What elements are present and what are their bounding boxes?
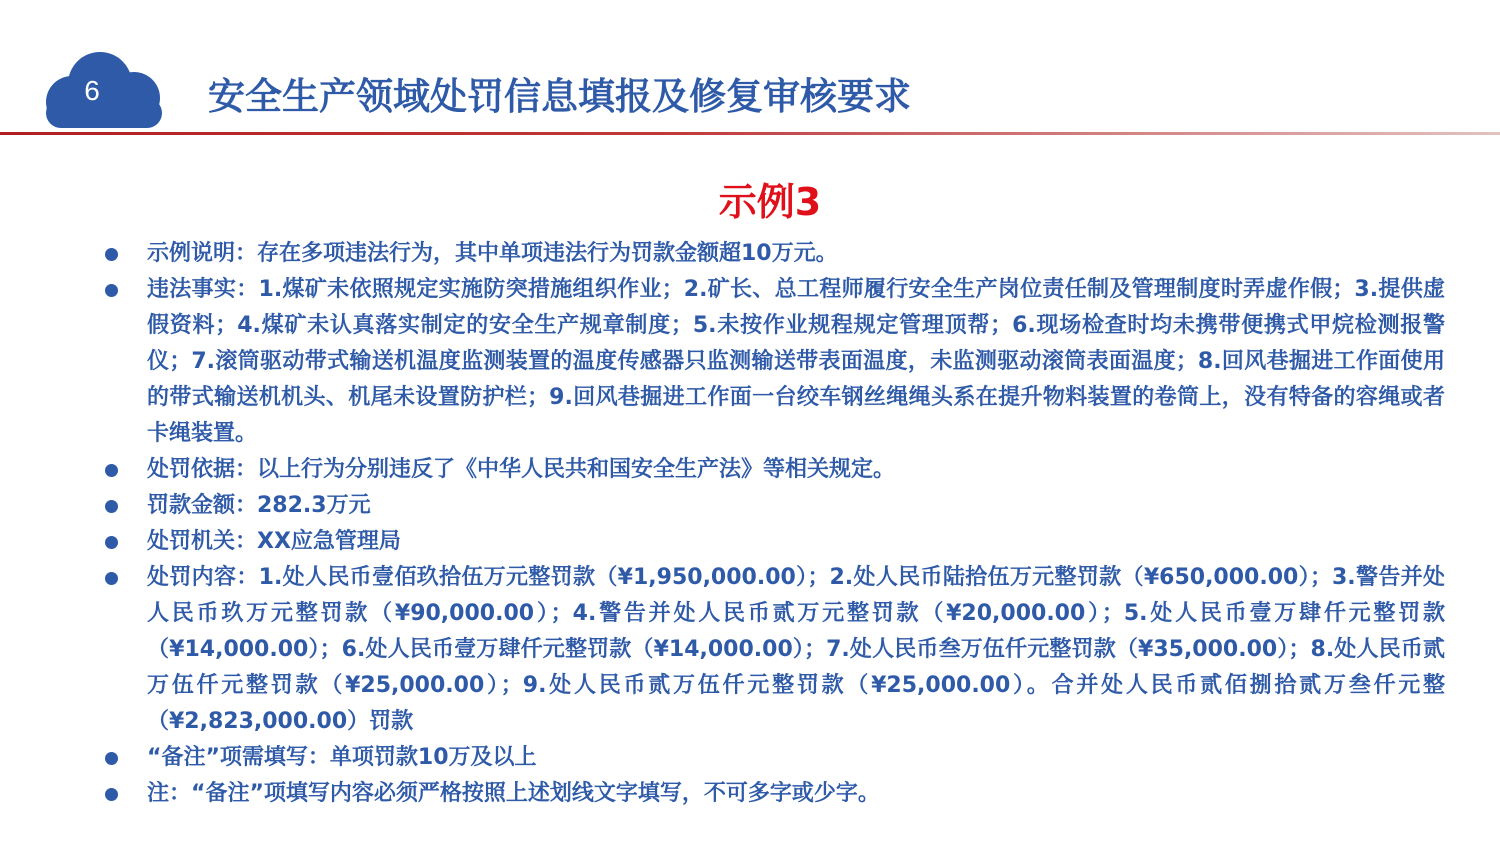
bullet-dot-icon <box>105 500 118 513</box>
bullet-dot-icon <box>105 248 118 261</box>
bullet-dot-icon <box>105 464 118 477</box>
bullet-dot-icon <box>105 572 118 585</box>
bullet-item-penalty-authority <box>100 524 1445 560</box>
bullet-text: 处罚机关：XX应急管理局 <box>147 529 401 554</box>
example-title: 示例3 <box>718 180 822 224</box>
section-number: 6 <box>84 75 100 106</box>
bullet-item-fine-amount <box>100 488 1445 524</box>
bullet-dot-icon <box>105 536 118 549</box>
bullet-item-penalty-content <box>100 560 1445 740</box>
header-divider <box>0 132 1500 135</box>
bullet-list <box>100 236 1445 812</box>
bullet-item-remarks-required <box>100 740 1445 776</box>
bullet-text: 处罚内容：1.处人民币壹佰玖拾伍万元整罚款（¥1,950,000.00）；2.处人民币陆拾伍万元整罚款（¥650,000.00）；3.警告并处人民币玖万元整罚款（¥90,000.00）；4.警告并处人民币贰万元整罚款（¥20,000.00）；5.处人民币壹万肆仟元整罚款（¥14,000.00）；6.处人民币壹万肆仟元整罚款（¥14,000.00）；7.处人民币叁万伍仟元整罚款（¥35,000.00）；8.处人民币贰万伍仟元整罚款（¥25,000.00）；9.处人民币贰万伍仟元整罚款（¥25,000.00）。合并处人民币贰佰捌拾贰万叁仟元整（¥2,823,000.00）罚款 <box>147 565 1445 734</box>
bullet-item-example-description <box>100 236 1445 272</box>
bullet-dot-icon <box>105 788 118 801</box>
bullet-item-note <box>100 776 1445 812</box>
bullet-text: 违法事实：1.煤矿未依照规定实施防突措施组织作业；2.矿长、总工程师履行安全生产岗位责任制及管理制度时弄虚作假；3.提供虚假资料；4.煤矿未认真落实制定的安全生产规章制度；5.未按作业规程规定管理顶帮；6.现场检查时均未携带便携式甲烷检测报警仪；7.滚筒驱动带式输送机温度监测装置的温度传感器只监测输送带表面温度，未监测驱动滚筒表面温度；8.回风巷掘进工作面使用的带式输送机机头、机尾未设置防护栏；9.回风巷掘进工作面一台绞车钢丝绳绳头系在提升物料装置的卷筒上，没有特备的容绳或者卡绳装置。 <box>147 277 1445 446</box>
slide-header <box>0 0 1500 140</box>
page-title: 安全生产领域处罚信息填报及修复审核要求 <box>208 75 911 118</box>
bullet-item-penalty-basis <box>100 452 1445 488</box>
bullet-text: 罚款金额：282.3万元 <box>147 493 371 518</box>
bullet-dot-icon <box>105 752 118 765</box>
cloud-icon <box>34 52 170 128</box>
bullet-dot-icon <box>105 284 118 297</box>
bullet-item-violation-facts <box>100 272 1445 452</box>
bullet-text: 注：“备注”项填写内容必须严格按照上述划线文字填写，不可多字或少字。 <box>147 781 880 806</box>
bullet-text: 示例说明：存在多项违法行为，其中单项违法行为罚款金额超10万元。 <box>147 241 838 266</box>
bullet-text: 处罚依据：以上行为分别违反了《中华人民共和国安全生产法》等相关规定。 <box>147 457 896 482</box>
bullet-text: “备注”项需填写：单项罚款10万及以上 <box>147 745 537 770</box>
